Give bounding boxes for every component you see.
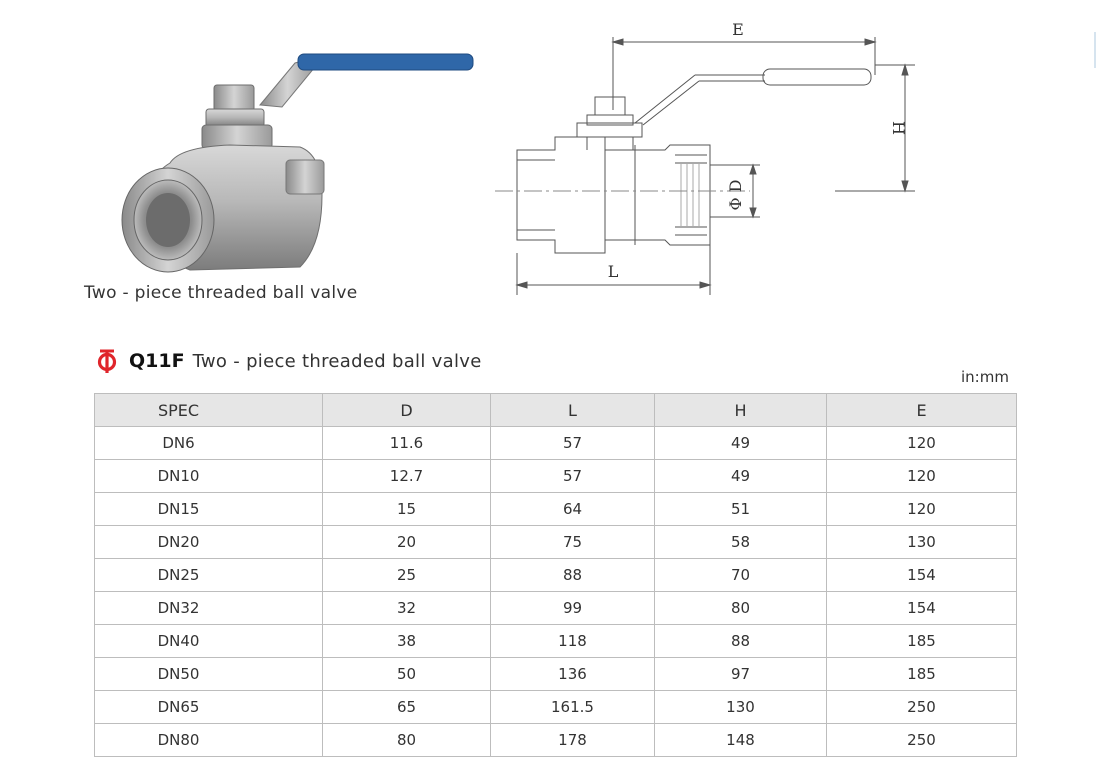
cell-l: 88	[491, 559, 655, 592]
dim-label-l: L	[607, 262, 619, 281]
unit-label: in:mm	[961, 368, 1009, 386]
cell-d: 38	[323, 625, 491, 658]
cell-e: 185	[827, 658, 1017, 691]
cell-e: 120	[827, 427, 1017, 460]
table-row	[95, 427, 1017, 460]
cell-d: 12.7	[323, 460, 491, 493]
cell-spec: DN20	[95, 526, 323, 559]
cell-l: 118	[491, 625, 655, 658]
table-row	[95, 592, 1017, 625]
cell-spec: DN15	[95, 493, 323, 526]
cell-l: 178	[491, 724, 655, 757]
section-title	[95, 348, 482, 374]
table-row	[95, 493, 1017, 526]
cell-e: 120	[827, 460, 1017, 493]
cell-spec: DN65	[95, 691, 323, 724]
cell-e: 120	[827, 493, 1017, 526]
table-row	[95, 559, 1017, 592]
cell-h: 70	[655, 559, 827, 592]
cell-l: 75	[491, 526, 655, 559]
header-e: E	[827, 394, 1017, 427]
cell-spec: DN25	[95, 559, 323, 592]
cell-d: 50	[323, 658, 491, 691]
cell-l: 57	[491, 427, 655, 460]
dim-label-h: H	[889, 121, 908, 135]
ball-valve-photo	[110, 45, 490, 280]
cell-e: 250	[827, 724, 1017, 757]
cell-d: 11.6	[323, 427, 491, 460]
cell-l: 99	[491, 592, 655, 625]
header-l: L	[491, 394, 655, 427]
cell-spec: DN50	[95, 658, 323, 691]
cell-h: 97	[655, 658, 827, 691]
photo-caption: Two - piece threaded ball valve	[84, 283, 358, 303]
cell-d: 25	[323, 559, 491, 592]
cell-h: 51	[655, 493, 827, 526]
cell-spec: DN6	[95, 427, 323, 460]
cell-h: 148	[655, 724, 827, 757]
cell-l: 136	[491, 658, 655, 691]
cell-e: 250	[827, 691, 1017, 724]
header-h: H	[655, 394, 827, 427]
cell-h: 80	[655, 592, 827, 625]
cell-l: 57	[491, 460, 655, 493]
cell-d: 80	[323, 724, 491, 757]
table-header-row	[95, 394, 1017, 427]
table-row	[95, 658, 1017, 691]
dim-label-d: Φ D	[726, 179, 745, 211]
cell-h: 58	[655, 526, 827, 559]
cell-e: 130	[827, 526, 1017, 559]
cell-d: 65	[323, 691, 491, 724]
cell-h: 49	[655, 427, 827, 460]
cell-e: 185	[827, 625, 1017, 658]
cell-e: 154	[827, 559, 1017, 592]
dim-label-e: E	[732, 20, 744, 39]
cell-spec: DN80	[95, 724, 323, 757]
cell-d: 32	[323, 592, 491, 625]
edge-divider	[1094, 32, 1096, 68]
header-spec: SPEC	[95, 394, 323, 427]
table-row	[95, 625, 1017, 658]
cell-d: 20	[323, 526, 491, 559]
cell-h: 130	[655, 691, 827, 724]
table-row	[95, 724, 1017, 757]
cell-spec: DN32	[95, 592, 323, 625]
model-number: Q11F	[129, 350, 185, 372]
cell-spec: DN10	[95, 460, 323, 493]
table-row	[95, 526, 1017, 559]
cell-e: 154	[827, 592, 1017, 625]
valve-dimension-drawing	[495, 15, 925, 300]
table-row	[95, 460, 1017, 493]
header-d: D	[323, 394, 491, 427]
cell-d: 15	[323, 493, 491, 526]
spec-table	[94, 393, 1017, 757]
cell-h: 88	[655, 625, 827, 658]
valve-symbol-icon	[95, 348, 119, 374]
cell-l: 161.5	[491, 691, 655, 724]
cell-spec: DN40	[95, 625, 323, 658]
title-text: Two - piece threaded ball valve	[192, 350, 482, 372]
cell-l: 64	[491, 493, 655, 526]
cell-h: 49	[655, 460, 827, 493]
table-row	[95, 691, 1017, 724]
